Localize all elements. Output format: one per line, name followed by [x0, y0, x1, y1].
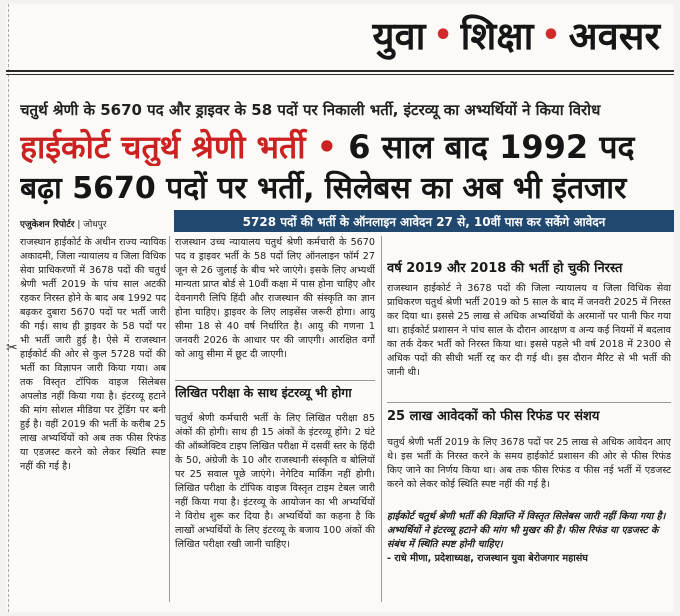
column-1-text: राजस्थान हाईकोर्ट के अधीन राज्य न्यायिक अकादमी, जिला न्यायालय व जिला विधिक सेवा प्राधिकरणों में 3678 पदों की चतुर्थ श्रेणी भर्ती 2019 के पांच साल अटकी रहकर निरस्त होने के बाद अब 1992 पद बढ़कर दुबारा 5670 पदों पर भर्ती जारी की गई। साथ ही ड्राइवर के 58 पदों पर भी भर्ती जारी हुई है। ऐसे में राजस्थान हाईकोर्ट की ओर से कुल 5728 पदों की भर्ती का विज्ञापन जारी किया गया। अब तक विस्तृत टॉपिक वाइज सिलेबस अपलोड नहीं किया गया है। इंटरव्यू हटाने की मांग सोशल मीडिया पर ट्रेंडिंग पर बनी हुई है। वहीं 2019 की भर्ती के करीब 25 लाख अभ्यर्थियों को अब तक फीस रिफंड या एडजस्ट करने को लेकर स्थिति स्पष्ट नहीं की गई है।: [20, 237, 166, 472]
banner-word-education: शिक्षा: [460, 14, 534, 58]
byline: एजुकेशन रिपोर्टर | जोधपुर: [20, 220, 107, 230]
newspaper-page: [6, 4, 674, 612]
subhead-cancelled: वर्ष 2019 और 2018 की भर्ती हो चुकी निरस्त: [387, 261, 623, 276]
subhead-refund: 25 लाख आवेदकों को फीस रिफंड पर संशय: [387, 409, 600, 424]
column-divider: [169, 236, 170, 602]
scissors-icon: ✂: [6, 340, 18, 356]
kicker-line: चतुर्थ श्रेणी के 5670 पद और ड्राइवर के 58 पदों पर निकाली भर्ती, इंटरव्यू का अभ्यर्थियों ने किया विरोध: [20, 101, 601, 119]
headline-bullet: •: [316, 128, 338, 166]
headline-red: हाईकोर्ट चतुर्थ श्रेणी भर्ती: [20, 128, 306, 166]
quote-text: हाईकोर्ट चतुर्थ श्रेणी भर्ती की विज्ञप्ति में विस्तृत सिलेबस जारी नहीं किया गया है। अभ्यर्थियों ने इंटरव्यू हटाने की मांग भी मुखर की है। फीस रिफंड या एडजस्ट के संबंध में स्थिति स्पष्ट होनी चाहिए।: [387, 511, 666, 550]
section-banner: [256, 8, 674, 62]
section-divider: [175, 380, 375, 381]
column-2b-text: चतुर्थ श्रेणी कर्मचारी भर्ती के लिए लिखित परीक्षा 85 अंकों की होगी। साथ ही 15 अंकों के इंटरव्यू होंगे। 2 घंटे की ऑब्जेक्टिव टाइप लिखित परीक्षा में दसवीं स्तर के हिंदी के 50, अंग्रेजी के 10 और राजस्थानी संस्कृति व बोलियों पर 25 सवाल पूछे जाएंगे। नेगेटिव मार्किंग नहीं होगी। लिखित परीक्षा के टॉपिक वाइज विस्तृत टाइम टेबल जारी नहीं किया गया है। इंटरव्यू के आयोजन का भी अभ्यर्थियों ने विरोध शुरू कर दिया है। अभ्यर्थियों का कहना है कि लाखों अभ्यर्थियों के लिए इंटरव्यू के बजाय 100 अंकों की लिखित परीक्षा रखी जानी चाहिए।: [175, 413, 375, 550]
column-2-text: राजस्थान उच्च न्यायालय चतुर्थ श्रेणी कर्मचारी के 5670 पद व ड्राइवर भर्ती के 58 पदों लिए ऑनलाइन फॉर्म 27 जून से 26 जुलाई के बीच भरे जाएंगे। इसके लिए अभ्यर्थी मान्यता प्राप्त बोर्ड से 10वीं कक्षा में पास होना चाहिए और देवनागरी लिपि हिंदी और राजस्थान की संस्कृति का ज्ञान होना चाहिए। ड्राइवर के लिए लाइसेंस जरूरी होगा। आयु सीमा 18 से 40 वर्ष निर्धारित है। आयु की गणना 1 जनवरी 2026 के आधार पर की जाएगी। आरक्षित वर्गों को आयु सीमा में छूट दी जाएगी।: [175, 237, 375, 360]
headline-line-1: [20, 128, 670, 166]
top-rule: [6, 70, 674, 72]
top-rule-thin: [6, 74, 674, 75]
section-divider: [387, 402, 671, 403]
banner-word-opportunity: अवसर: [568, 14, 660, 58]
pull-quote: [387, 510, 671, 602]
headline-black: 6 साल बाद 1992 पद: [348, 128, 635, 166]
column-divider: [381, 236, 382, 602]
info-strip: 5728 पदों की भर्ती के ऑनलाइन आवेदन 27 से, 10वीं पास कर सकेंगे आवेदन: [174, 210, 674, 232]
headline-line-2: बढ़ा 5670 पदों पर भर्ती, सिलेबस का अब भी इंतजार: [20, 171, 627, 206]
quote-signature: - राधे मीणा, प्रदेशाध्यक्ष, राजस्थान युवा बेरोजगार महासंघ: [387, 553, 588, 564]
banner-word-youth: युवा: [372, 14, 426, 58]
column-3a-text: राजस्थान हाईकोर्ट ने 3678 पदों की जिला न्यायालय व जिला विधिक सेवा प्राधिकरण चतुर्थ श्रेणी भर्ती 2019 को 5 साल के बाद में जनवरी 2025 में निरस्त कर दिया था। इससे 25 लाख से अधिक अभ्यर्थियों के अरमानों पर पानी फिर गया था। हाईकोर्ट प्रशासन ने पांच साल के दौरान आरक्षण व अन्य कई नियमों में बदलाव का तर्क देकर भर्ती को निरस्त किया था। इससे पहले भी वर्ष 2018 में 2300 से अधिक पदों की सीधी भर्ती रद्द कर दी गई थी। इस दौरान मैरिट से भी भर्ती की जानी थी।: [387, 283, 671, 378]
banner-dot: •: [541, 17, 561, 53]
cut-line: [8, 4, 9, 612]
byline-reporter: एजुकेशन रिपोर्टर: [20, 220, 75, 230]
byline-city: जोधपुर: [83, 220, 107, 230]
subhead-exam: लिखित परीक्षा के साथ इंटरव्यू भी होगा: [175, 385, 352, 400]
column-3b-text: चतुर्थ श्रेणी भर्ती 2019 के लिए 3678 पदों पर 25 लाख से अधिक आवेदन आए थे। इस भर्ती के निरस्त करने के समय हाईकोर्ट प्रशासन की ओर से फीस रिफंड किए जाने का निर्णय किया था। अब तक फीस रिफंड व फीस नई भर्ती में एडजस्ट करने को लेकर कोई स्थिति स्पष्ट नहीं की गई है।: [387, 437, 671, 490]
banner-dot: •: [433, 17, 453, 53]
